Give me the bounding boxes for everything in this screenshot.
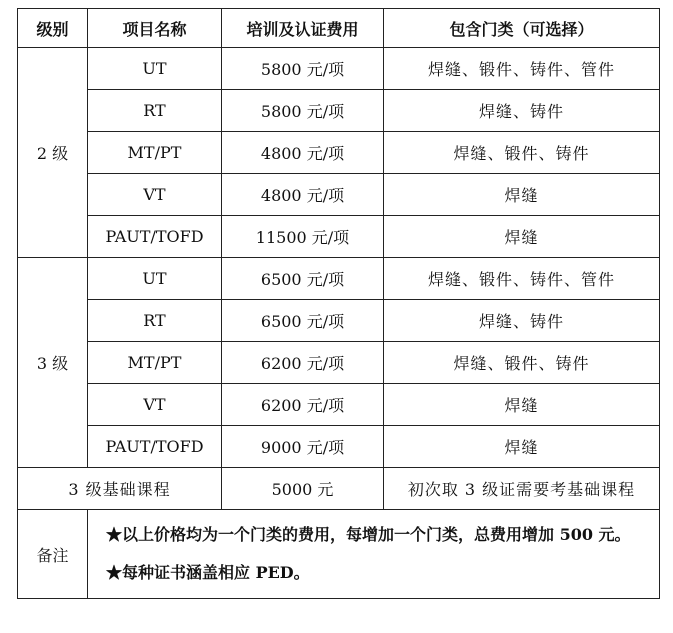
remarks-content (88, 510, 660, 599)
doors-cell: 焊缝、锻件、铸件 (384, 132, 660, 174)
fee-cell: 4800 元/项 (222, 174, 384, 216)
fee-cell: 11500 元/项 (222, 216, 384, 258)
fee-cell: 6200 元/项 (222, 342, 384, 384)
item-cell: RT (88, 300, 222, 342)
item-cell: UT (88, 258, 222, 300)
header-level: 级别 (18, 9, 88, 48)
fee-cell: 6200 元/项 (222, 384, 384, 426)
table-row (18, 300, 660, 342)
item-cell: MT/PT (88, 342, 222, 384)
header-doors: 包含门类（可选择） (384, 9, 660, 48)
remark-line-1: ★以上价格均为一个门类的费用，每增加一个门类，总费用增加 500 元。 (106, 525, 631, 544)
basic-course-doors: 初次取 3 级证需要考基础课程 (384, 468, 660, 510)
table-row (18, 48, 660, 90)
table-row (18, 342, 660, 384)
table-header-row (18, 9, 660, 48)
doors-cell: 焊缝、锻件、铸件、管件 (384, 258, 660, 300)
fee-cell: 6500 元/项 (222, 258, 384, 300)
basic-course-row (18, 468, 660, 510)
doors-cell: 焊缝 (384, 174, 660, 216)
table-row (18, 384, 660, 426)
doors-cell: 焊缝、锻件、铸件 (384, 342, 660, 384)
fee-table (17, 8, 660, 599)
doors-cell: 焊缝、铸件 (384, 90, 660, 132)
item-cell: PAUT/TOFD (88, 216, 222, 258)
item-cell: VT (88, 384, 222, 426)
table-row (18, 216, 660, 258)
item-cell: MT/PT (88, 132, 222, 174)
item-cell: UT (88, 48, 222, 90)
item-cell: VT (88, 174, 222, 216)
fee-cell: 6500 元/项 (222, 300, 384, 342)
doors-cell: 焊缝 (384, 426, 660, 468)
table-row (18, 90, 660, 132)
header-fee: 培训及认证费用 (222, 9, 384, 48)
fee-cell: 4800 元/项 (222, 132, 384, 174)
remark-line-2: ★每种证书涵盖相应 PED。 (106, 563, 310, 582)
table-row (18, 258, 660, 300)
remarks-label: 备注 (18, 510, 88, 599)
fee-cell: 5800 元/项 (222, 90, 384, 132)
item-cell: PAUT/TOFD (88, 426, 222, 468)
doors-cell: 焊缝、铸件 (384, 300, 660, 342)
level-3-label: 3 级 (18, 258, 88, 468)
basic-course-label: 3 级基础课程 (18, 468, 222, 510)
fee-cell: 9000 元/项 (222, 426, 384, 468)
level-2-label: 2 级 (18, 48, 88, 258)
table-row (18, 174, 660, 216)
fee-cell: 5800 元/项 (222, 48, 384, 90)
item-cell: RT (88, 90, 222, 132)
doors-cell: 焊缝 (384, 216, 660, 258)
table-row (18, 132, 660, 174)
doors-cell: 焊缝、锻件、铸件、管件 (384, 48, 660, 90)
remarks-row (18, 510, 660, 599)
doors-cell: 焊缝 (384, 384, 660, 426)
table-row (18, 426, 660, 468)
basic-course-fee: 5000 元 (222, 468, 384, 510)
header-item: 项目名称 (88, 9, 222, 48)
